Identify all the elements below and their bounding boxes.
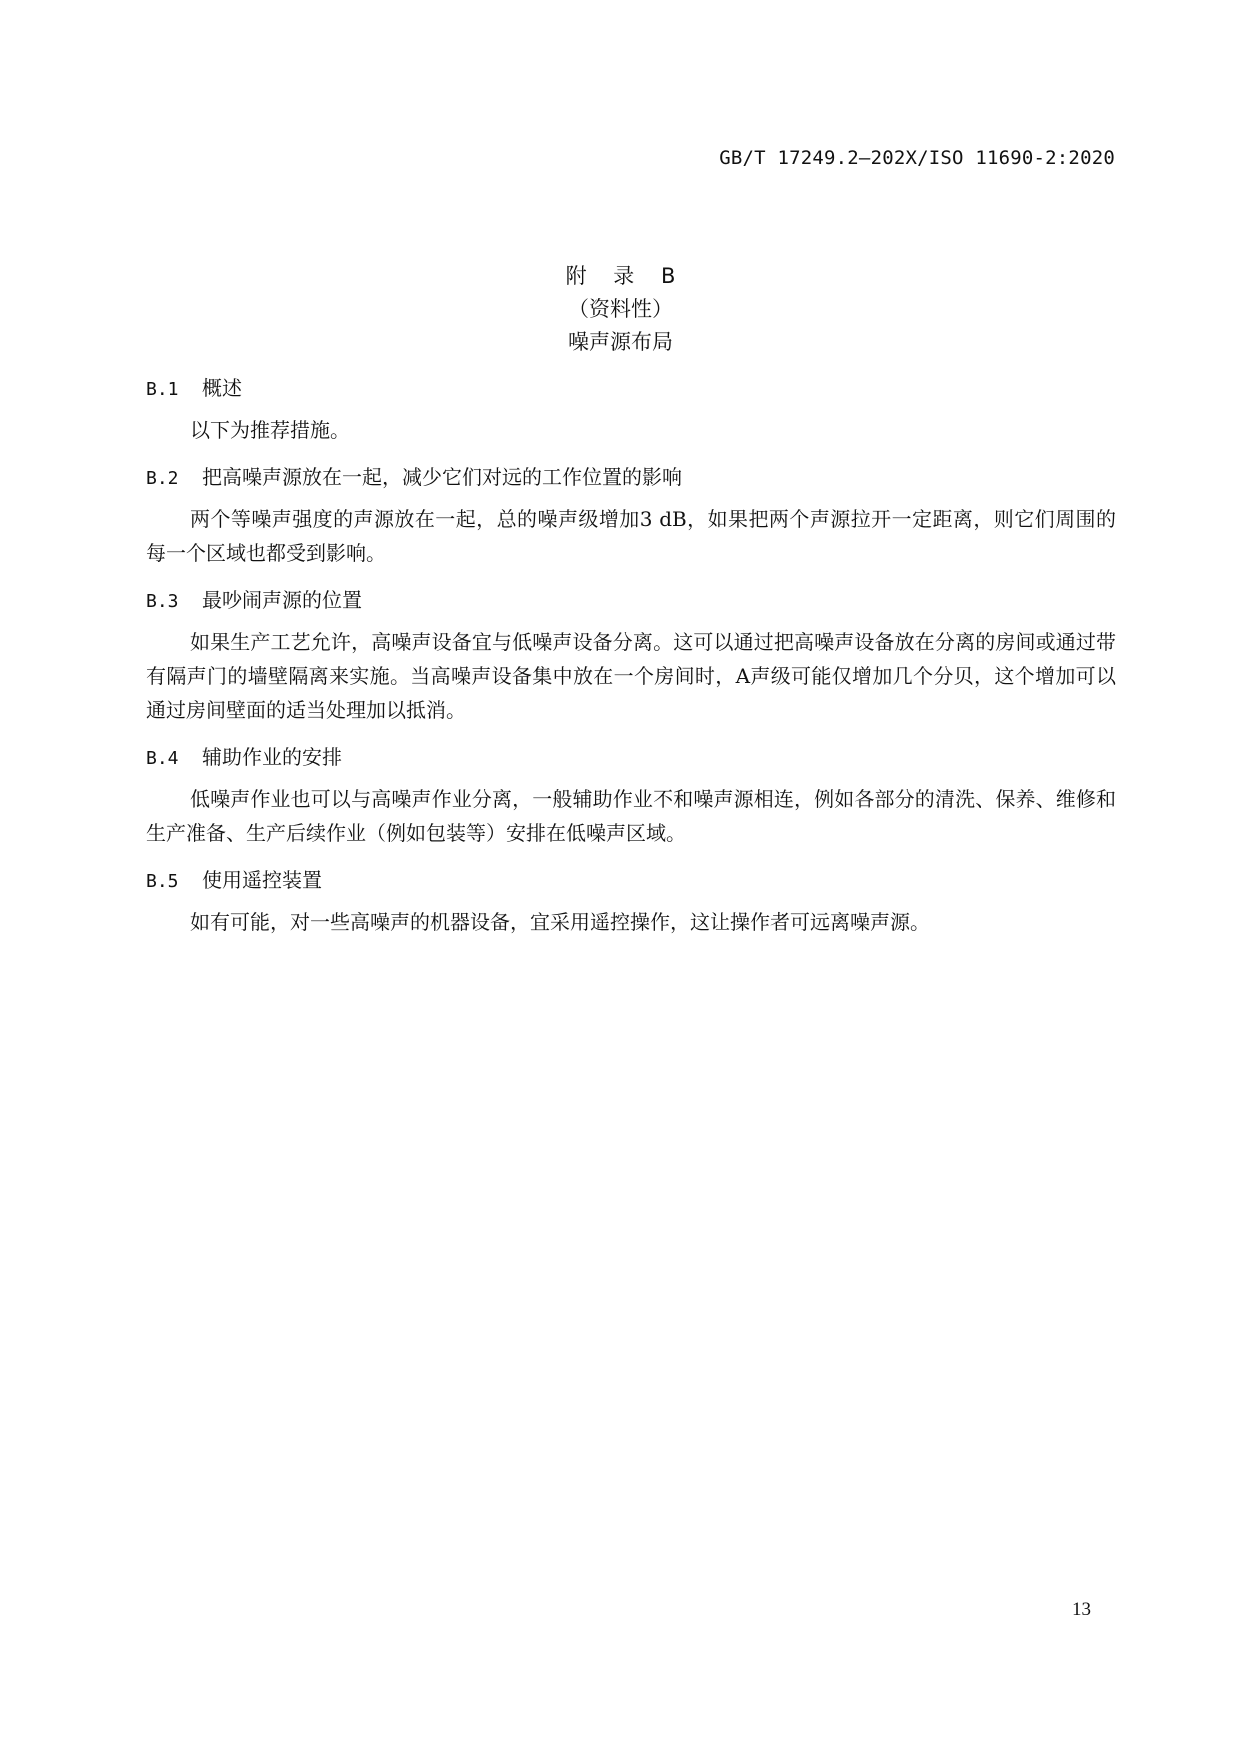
- page-number: 13: [1072, 1599, 1091, 1620]
- section-b1: [146, 372, 1116, 447]
- annex-heading: [0, 260, 1241, 359]
- annex-label: 附 录 B: [565, 264, 686, 288]
- section-title: 辅助作业的安排: [202, 745, 342, 769]
- paragraph: 以下为推荐措施。: [190, 418, 350, 442]
- section-number: B.3: [146, 591, 179, 612]
- standard-code: GB/T 17249.2—202X/ISO 11690-2:2020: [719, 147, 1115, 169]
- section-b4: [146, 741, 1116, 850]
- section-title: 最吵闹声源的位置: [202, 588, 362, 612]
- section-number: B.5: [146, 871, 179, 892]
- section-heading: [146, 741, 1116, 773]
- section-heading: [146, 372, 1116, 404]
- annex-nature: （资料性）: [568, 297, 673, 321]
- section-b3: [146, 584, 1116, 727]
- paragraph: 两个等噪声强度的声源放在一起，总的噪声级增加3 dB，如果把两个声源拉开一定距离，则它们周围的每一个区域也都受到影响。: [146, 507, 1116, 565]
- section-number: B.1: [146, 379, 179, 400]
- paragraph: 低噪声作业也可以与高噪声作业分离，一般辅助作业不和噪声源相连，例如各部分的清洗、保养、维修和生产准备、生产后续作业（例如包装等）安排在低噪声区域。: [146, 787, 1116, 845]
- paragraph: 如有可能，对一些高噪声的机器设备，宜采用遥控操作，这让操作者可远离噪声源。: [190, 910, 930, 934]
- section-title: 概述: [202, 376, 242, 400]
- section-heading: [146, 584, 1116, 616]
- section-heading: [146, 461, 1116, 493]
- annex-title: 噪声源布局: [568, 330, 673, 354]
- section-number: B.2: [146, 468, 179, 489]
- section-number: B.4: [146, 748, 179, 769]
- section-b2: [146, 461, 1116, 570]
- section-title: 使用遥控装置: [202, 868, 322, 892]
- section-title: 把高噪声源放在一起，减少它们对远的工作位置的影响: [202, 465, 682, 489]
- section-heading: [146, 864, 1116, 896]
- section-b5: [146, 864, 1116, 939]
- paragraph: 如果生产工艺允许，高噪声设备宜与低噪声设备分离。这可以通过把高噪声设备放在分离的房间或通过带有隔声门的墙壁隔离来实施。当高噪声设备集中放在一个房间时，A声级可能仅增加几个分贝，这个增加可以通过房间壁面的适当处理加以抵消。: [146, 630, 1116, 722]
- annex-body: [146, 372, 1116, 953]
